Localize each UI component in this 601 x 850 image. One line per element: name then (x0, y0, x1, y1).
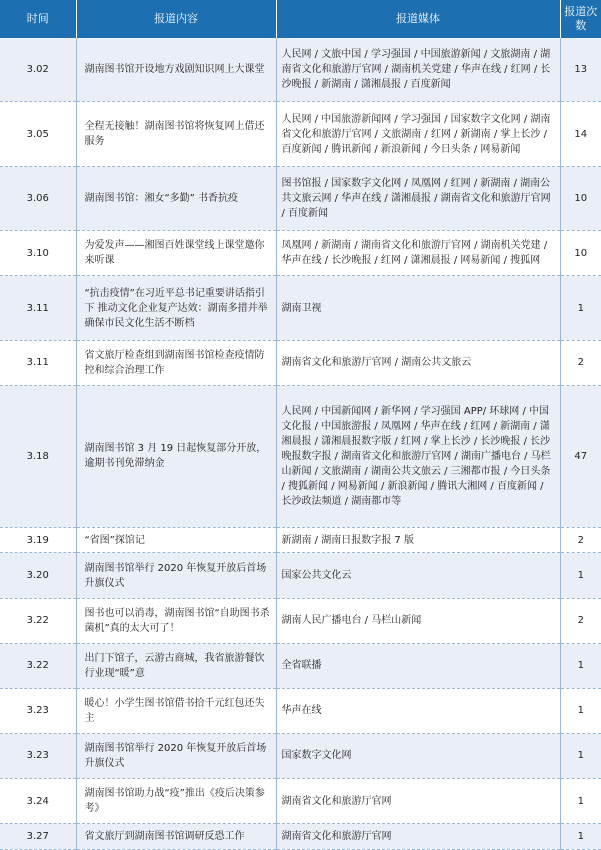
table-row (0, 340, 601, 385)
header-media: 报道媒体 (276, 0, 560, 38)
date-cell: 3.18 (0, 385, 76, 527)
media-cell: 全省联播 (276, 643, 560, 688)
media-cell: 湖南省文化和旅游厅官网 / 湖南公共文旅云 (276, 340, 560, 385)
date-cell: 3.22 (0, 598, 76, 643)
table-row (0, 276, 601, 340)
header-count: 报道次数 (560, 0, 601, 38)
date-cell: 3.27 (0, 824, 76, 850)
table-row (0, 102, 601, 166)
table-row (0, 527, 601, 553)
media-cell: 湖南卫视 (276, 276, 560, 340)
media-cell: 图书馆报 / 国家数字文化网 / 凤凰网 / 红网 / 新湖南 / 湖南公共文旅云网 / 华声在线 / 潇湘晨报 / 湖南省文化和旅游厅官网 / 百度新闻 (276, 166, 560, 230)
table-row (0, 733, 601, 778)
date-cell: 3.11 (0, 340, 76, 385)
table-row (0, 643, 601, 688)
media-cell: 凤凰网 / 新湖南 / 湖南省文化和旅游厅官网 / 湖南机关党建 / 华声在线 / 长沙晚报 / 红网 / 潇湘晨报 / 网易新闻 / 搜狐网 (276, 231, 560, 276)
date-cell: 3.02 (0, 38, 76, 102)
media-cell: 华声在线 (276, 688, 560, 733)
media-cell: 湖南人民广播电台 / 马栏山新闻 (276, 598, 560, 643)
media-cell: 人民网 / 中国新闻网 / 新华网 / 学习强国 APP/ 环球网 / 中国文化报 / 中国旅游报 / 凤凰网 / 华声在线 / 红网 / 新湖南 / 潇湘晨报 / 潇湘晨报数字版 / 红网 / 掌上长沙 / 长沙晚报 / 长沙晚报数字报 / 湖南省文化和旅游厅官网 / 湖南广播电台 / 马栏山新闻 / 文旅湖南 / 湖南公共文旅云 / 三湘都市报 / 今日头条 / 搜狐新闻 / 网易新闻 / 新浪新闻 / 腾讯大湘网 / 百度新闻 / 长沙政法频道 / 湖南都市等 (276, 385, 560, 527)
count-cell: 1 (560, 688, 601, 733)
title-cell: 湖南图书馆 3 月 19 日起恢复部分开放，逾期书刊免滞纳金 (76, 385, 276, 527)
title-cell: 湖南图书馆开设地方戏剧知识网上大课堂 (76, 38, 276, 102)
date-cell: 3.20 (0, 553, 76, 598)
media-cell: 新湖南 / 湖南日报数字报 7 版 (276, 527, 560, 553)
media-cell: 人民网 / 文旅中国 / 学习强国 / 中国旅游新闻 / 文旅湖南 / 湖南省文化和旅游厅官网 / 湖南机关党建 / 华声在线 / 红网 / 长沙晚报 / 新湖南 / 潇湘晨报 / 百度新闻 (276, 38, 560, 102)
date-cell: 3.22 (0, 643, 76, 688)
title-cell: 省文旅厅到湖南图书馆调研反恐工作 (76, 824, 276, 850)
count-cell: 1 (560, 824, 601, 850)
title-cell: 湖南图书馆举行 2020 年恢复开放后首场升旗仪式 (76, 733, 276, 778)
date-cell: 3.23 (0, 733, 76, 778)
table-row (0, 824, 601, 850)
title-cell: 为爱发声——湘图百姓课堂线上课堂邀你来听课 (76, 231, 276, 276)
count-cell: 2 (560, 340, 601, 385)
count-cell: 2 (560, 527, 601, 553)
date-cell: 3.24 (0, 779, 76, 824)
header-row (0, 0, 601, 38)
table-row (0, 38, 601, 102)
date-cell: 3.10 (0, 231, 76, 276)
table-row (0, 166, 601, 230)
table-row (0, 779, 601, 824)
title-cell: “抗击疫情”在习近平总书记重要讲话指引下 推动文化企业复产达效：湖南多措并举 确保市民文化生活不断档 (76, 276, 276, 340)
count-cell: 1 (560, 733, 601, 778)
date-cell: 3.05 (0, 102, 76, 166)
table-row (0, 231, 601, 276)
table-row (0, 385, 601, 527)
media-cell: 国家公共文化云 (276, 553, 560, 598)
date-cell: 3.06 (0, 166, 76, 230)
count-cell: 1 (560, 643, 601, 688)
title-cell: 图书也可以消毒，湖南图书馆“自助图书杀菌机”真的太大可了！ (76, 598, 276, 643)
title-cell: 省文旅厅检查组到湖南图书馆检查疫情防控和综合治理工作 (76, 340, 276, 385)
title-cell: 暖心！小学生图书馆借书拾千元红包还失主 (76, 688, 276, 733)
header-date: 时间 (0, 0, 76, 38)
title-cell: “省图”探馆记 (76, 527, 276, 553)
title-cell: 湖南图书馆助力战“疫”推出《疫后决策参考》 (76, 779, 276, 824)
table-row (0, 598, 601, 643)
title-cell: 出门下馆子，云游古商城，我省旅游餐饮行业现“暖”意 (76, 643, 276, 688)
media-cell: 国家数字文化网 (276, 733, 560, 778)
table-row (0, 553, 601, 598)
count-cell: 2 (560, 598, 601, 643)
table-row (0, 688, 601, 733)
title-cell: 湖南图书馆举行 2020 年恢复开放后首场升旗仪式 (76, 553, 276, 598)
header-title: 报道内容 (76, 0, 276, 38)
count-cell: 13 (560, 38, 601, 102)
title-cell: 湖南图书馆：湘女“多勤” 书香抗疫 (76, 166, 276, 230)
title-cell: 全程无接触！湖南图书馆将恢复网上借还服务 (76, 102, 276, 166)
count-cell: 47 (560, 385, 601, 527)
date-cell: 3.19 (0, 527, 76, 553)
count-cell: 1 (560, 276, 601, 340)
count-cell: 14 (560, 102, 601, 166)
count-cell: 1 (560, 553, 601, 598)
media-cell: 人民网 / 中国旅游新闻网 / 学习强国 / 国家数字文化网 / 湖南省文化和旅游厅官网 / 文旅湖南 / 红网 / 新湖南 / 掌上长沙 / 百度新闻 / 腾讯新闻 / 新浪新闻 / 今日头条 / 网易新闻 (276, 102, 560, 166)
media-cell: 湖南省文化和旅游厅官网 (276, 824, 560, 850)
date-cell: 3.23 (0, 688, 76, 733)
count-cell: 10 (560, 166, 601, 230)
count-cell: 10 (560, 231, 601, 276)
date-cell: 3.11 (0, 276, 76, 340)
media-cell: 湖南省文化和旅游厅官网 (276, 779, 560, 824)
count-cell: 1 (560, 779, 601, 824)
